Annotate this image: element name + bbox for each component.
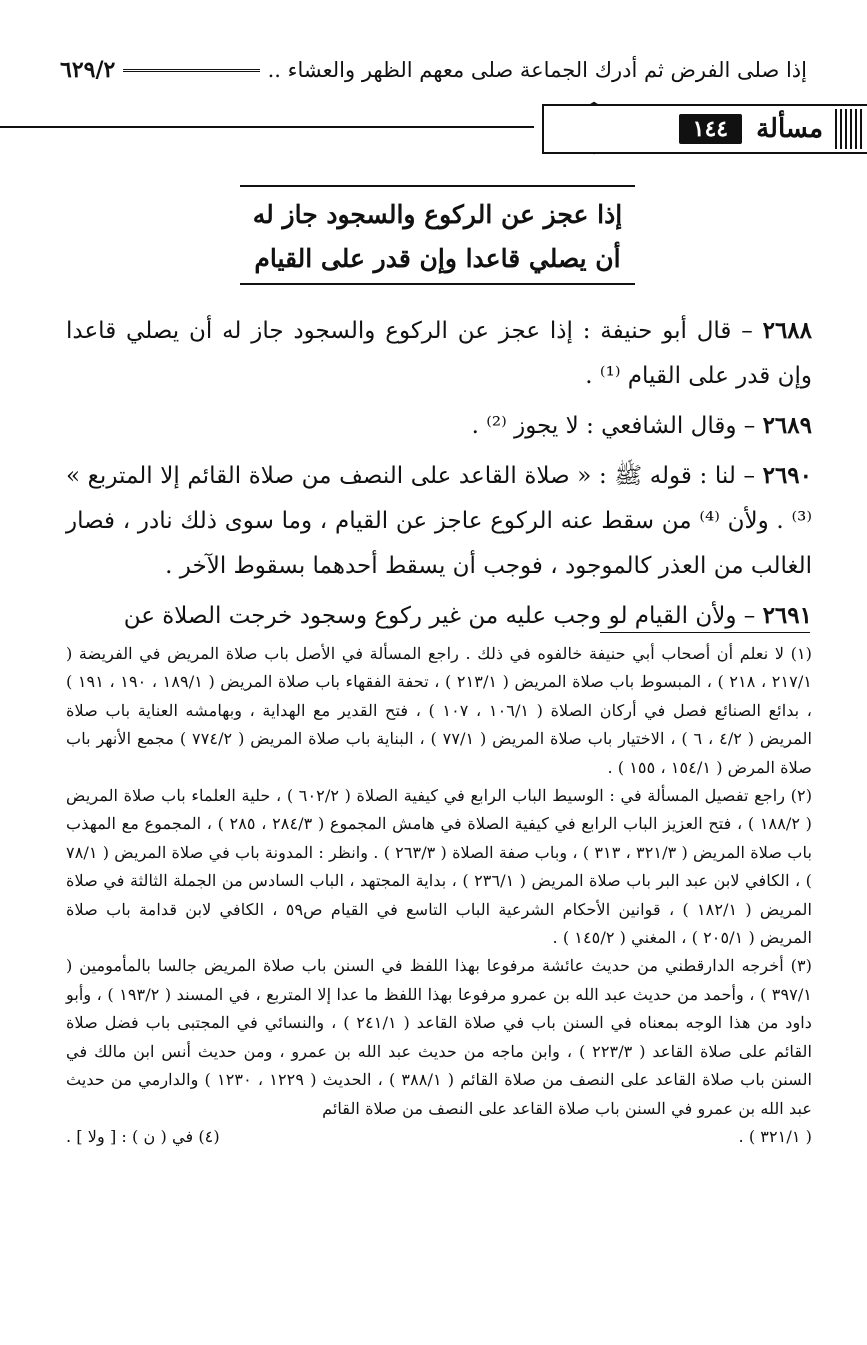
running-header	[60, 50, 807, 90]
masala-banner	[0, 100, 867, 158]
footnote-last-line	[66, 1123, 812, 1151]
banner-strip	[542, 104, 867, 154]
footnote-3: (٣) أخرجه الدارقطني من حديث عائشة مرفوعا بهذا اللفظ في السنن باب صلاة المريض جالسا بالمأمومين ( ٣٩٧/١ ) ، وأحمد من حديث عبد الله بن عمرو مرفوعا بهذا اللفظ ما عدا إلا المتربع ، في المسند ( ١٩٣/٢ ) ، وأبو داود من هذا الوجه بمعناه في السنن باب في صلاة القاعد ( ٢٤١/١ ) ، والنسائي في المجتبى باب فضل صلاة القائم على صلاة القاعد ( ٢٢٣/٣ ) ، وابن ماجه من حديث عبد الله بن عمرو ، ومن حديث أنس ابن مالك في السنن باب صلاة القاعد على النصف من صلاة القائم ( ٣٨٨/١ ) ، الحديث ( ١٢٢٩ ، ١٢٣٠ ) والدارمي من حديث عبد الله بن عمرو في السنن باب صلاة القاعد على النصف من صلاة القائم	[66, 956, 813, 1118]
paragraph	[66, 453, 812, 589]
paragraph-text: – قال أبو حنيفة : إذا عجز عن الركوع والسجود جاز له أن يصلي قاعدا وإن قدر على القيام ⁽¹⁾ .	[66, 318, 812, 389]
footnote-3-tail: ( ٣٢١/١ ) .	[738, 1126, 812, 1146]
main-text	[66, 308, 812, 643]
banner-bars	[835, 109, 865, 149]
paragraph-number: ٢٦٩١	[762, 602, 812, 629]
paragraph	[66, 308, 812, 399]
header-rule	[123, 69, 259, 72]
paragraph-text: – لنا : قوله ﷺ : « صلاة القاعد على النصف من صلاة القائم إلا المتربع » ⁽³⁾ . ولأن ⁽⁴⁾ من سقط عنه الركوع عاجز عن القيام ، وما سوى ذلك نادر ، فصار الغالب من العذر كالموجود ، فوجب أن يسقط أحدهما بسقوط الآخر .	[66, 463, 812, 579]
paragraph-number: ٢٦٨٩	[762, 412, 812, 439]
paragraph-text: – ولأن القيام لو وجب عليه من غير ركوع وسجود خرجت الصلاة عن	[123, 603, 756, 629]
footnote-2: (٢) راجع تفصيل المسألة في : الوسيط الباب الرابع في كيفية الصلاة ( ٦٠٢/٢ ) ، حلية العلماء باب صلاة المريض ( ١٨٨/٢ ) ، فتح العزيز الباب الرابع في كيفية الصلاة في هامش المجموع ( ٢٨٤/٣ ، ٢٨٥ ) ، المجموع مع المهذب باب صلاة المريض ( ٣٢١/٣ ، ٣١٣ ) ، وباب صفة الصلاة ( ٢٦٣/٣ ) . وانظر : المدونة باب في صلاة المريض ( ٧٨/١ ) ، الكافي لابن عبد البر باب صلاة المريض ( ٢٣٦/١ ) ، بداية المجتهد ، الباب السادس من الجملة الثالثة في صلاة المريض ( ١٨٢/١ ) ، قوانين الأحكام الشرعية الباب التاسع في القيام ص٥٩ ، الكافي لابن قدامة باب صلاة المريض ( ٢٠٥/١ ) ، المغني ( ١٤٥/٢ ) .	[66, 786, 813, 948]
masala-label: مسألة	[756, 114, 823, 144]
footnote-divider	[600, 632, 810, 633]
footnote-1: (١) لا نعلم أن أصحاب أبي حنيفة خالفوه في ذلك . راجع المسألة في الأصل باب صلاة المريض في الفريضة ( ٢١٧/١ ، ٢١٨ ) ، المبسوط باب صلاة المريض ( ٢١٣/١ ) ، تحفة الفقهاء باب صلاة المريض ( ١٨٩/١ ، ١٩٠ ، ١٩١ ) ، بدائع الصنائع فصل في أركان الصلاة ( ١٠٦/١ ، ١٠٧ ) ، فتح القدير مع الهداية ، وبهامشه العناية باب صلاة المريض ( ٤/٢ ، ٦ ) ، الاختيار باب صلاة المريض ( ٧٧/١ ) ، البناية باب صلاة المريض ( ٧٧٤/٢ ) مجمع الأنهر باب صلاة المرض ( ١٥٤/١ ، ١٥٥ ) .	[66, 644, 812, 777]
paragraph-number: ٢٦٩٠	[762, 462, 813, 489]
paragraph-number: ٢٦٨٨	[762, 317, 813, 344]
running-title: إذا صلى الفرض ثم أدرك الجماعة صلى معهم الظهر والعشاء ..	[267, 58, 807, 82]
footnote-4: (٤) في ( ن ) : [ ولا ] .	[66, 1126, 220, 1146]
masala-number: ١٤٤	[679, 114, 742, 144]
title-line-2: أن يصلي قاعدا وإن قدر على القيام	[254, 244, 621, 273]
title-line-1: إذا عجز عن الركوع والسجود جاز له	[252, 200, 623, 229]
page-number: ٦٢٩/٢	[60, 57, 116, 83]
paragraph-text: – وقال الشافعي : لا يجوز ⁽²⁾ .	[471, 413, 756, 439]
issue-title	[240, 185, 635, 285]
footnotes	[66, 640, 812, 1151]
paragraph	[66, 403, 812, 449]
